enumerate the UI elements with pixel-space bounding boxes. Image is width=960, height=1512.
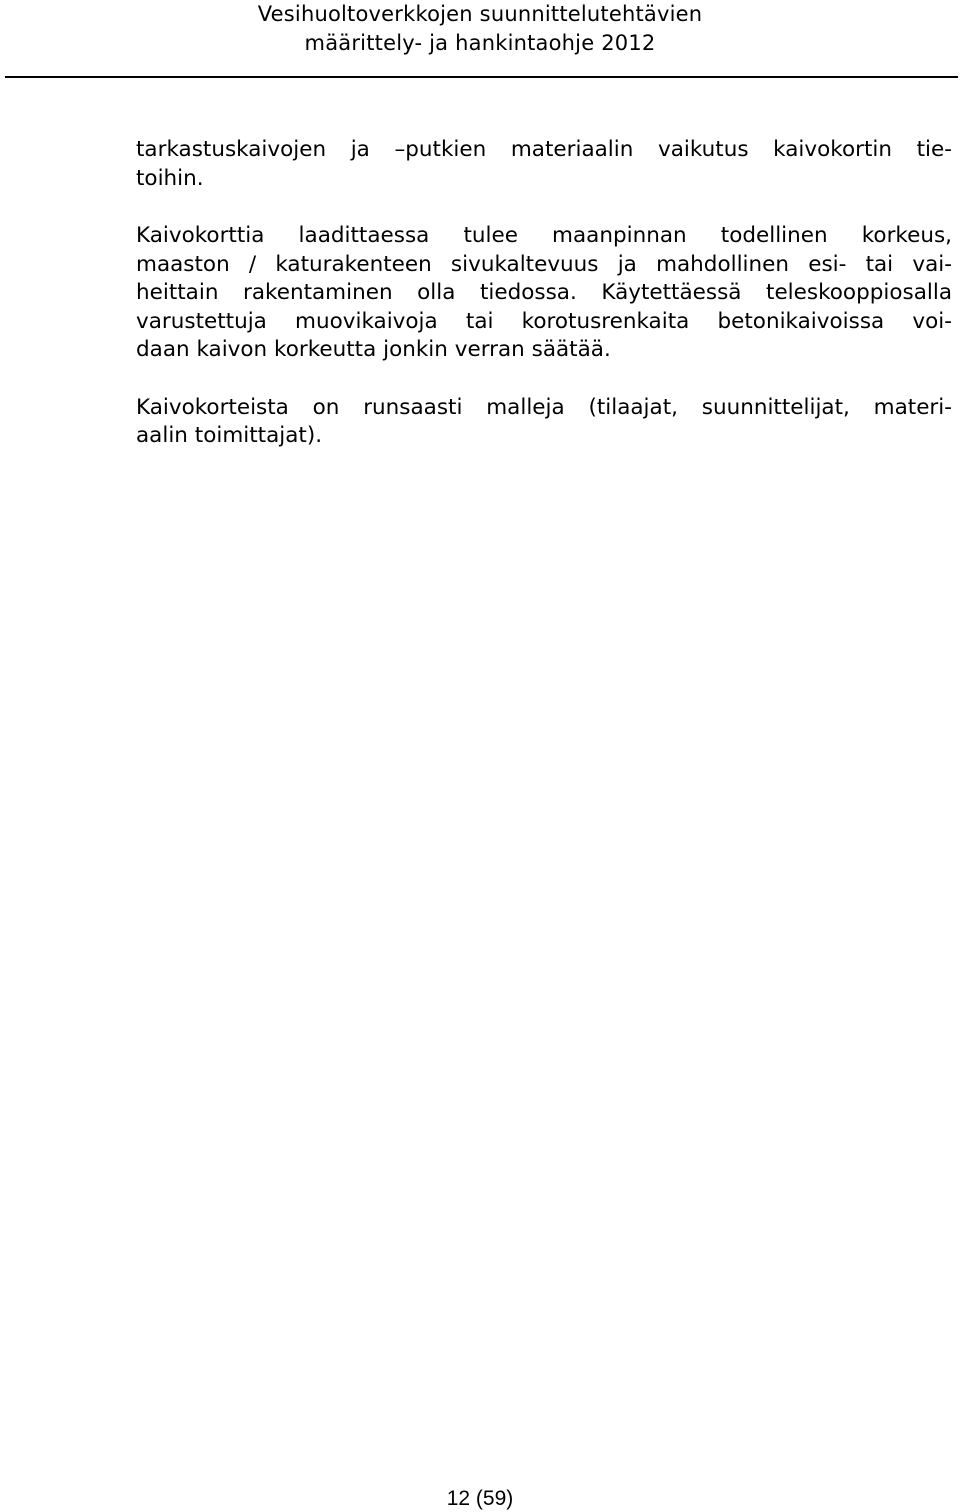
page-header: [0, 0, 960, 58]
text-line: maaston / katurakenteen sivukaltevuus ja mahdollinen esi- tai vai-: [136, 251, 952, 277]
paragraph-1: [136, 136, 952, 193]
paragraph-gap: [136, 365, 952, 394]
text-line: Kaivokorttia laadittaessa tulee maanpinnan todellinen korkeus,: [136, 222, 952, 248]
paragraph-3: [136, 394, 952, 451]
text-line: toihin.: [136, 165, 204, 191]
header-divider: [5, 76, 958, 78]
page-number: 12 (59): [446, 1487, 514, 1510]
paragraph-gap: [136, 193, 952, 222]
text-line: heittain rakentaminen olla tiedossa. Käytettäessä teleskooppiosalla: [136, 280, 952, 306]
text-line: Kaivokorteista on runsaasti malleja (tilaajat, suunnittelijat, materi-: [136, 394, 952, 420]
header-title-line-1: Vesihuoltoverkkojen suunnittelutehtävien: [257, 2, 703, 26]
text-line: aalin toimittajat).: [136, 423, 323, 449]
paragraph-2: [136, 222, 952, 365]
text-line: varustettuja muovikaivoja tai korotusrenkaita betonikaivoissa voi-: [136, 308, 952, 334]
text-line: tarkastuskaivojen ja –putkien materiaalin vaikutus kaivokortin tie-: [136, 137, 952, 162]
text-line: daan kaivon korkeutta jonkin verran säätää.: [136, 337, 611, 363]
header-title-line-2: määrittely- ja hankintaohje 2012: [304, 31, 656, 55]
body-text: [136, 136, 952, 451]
